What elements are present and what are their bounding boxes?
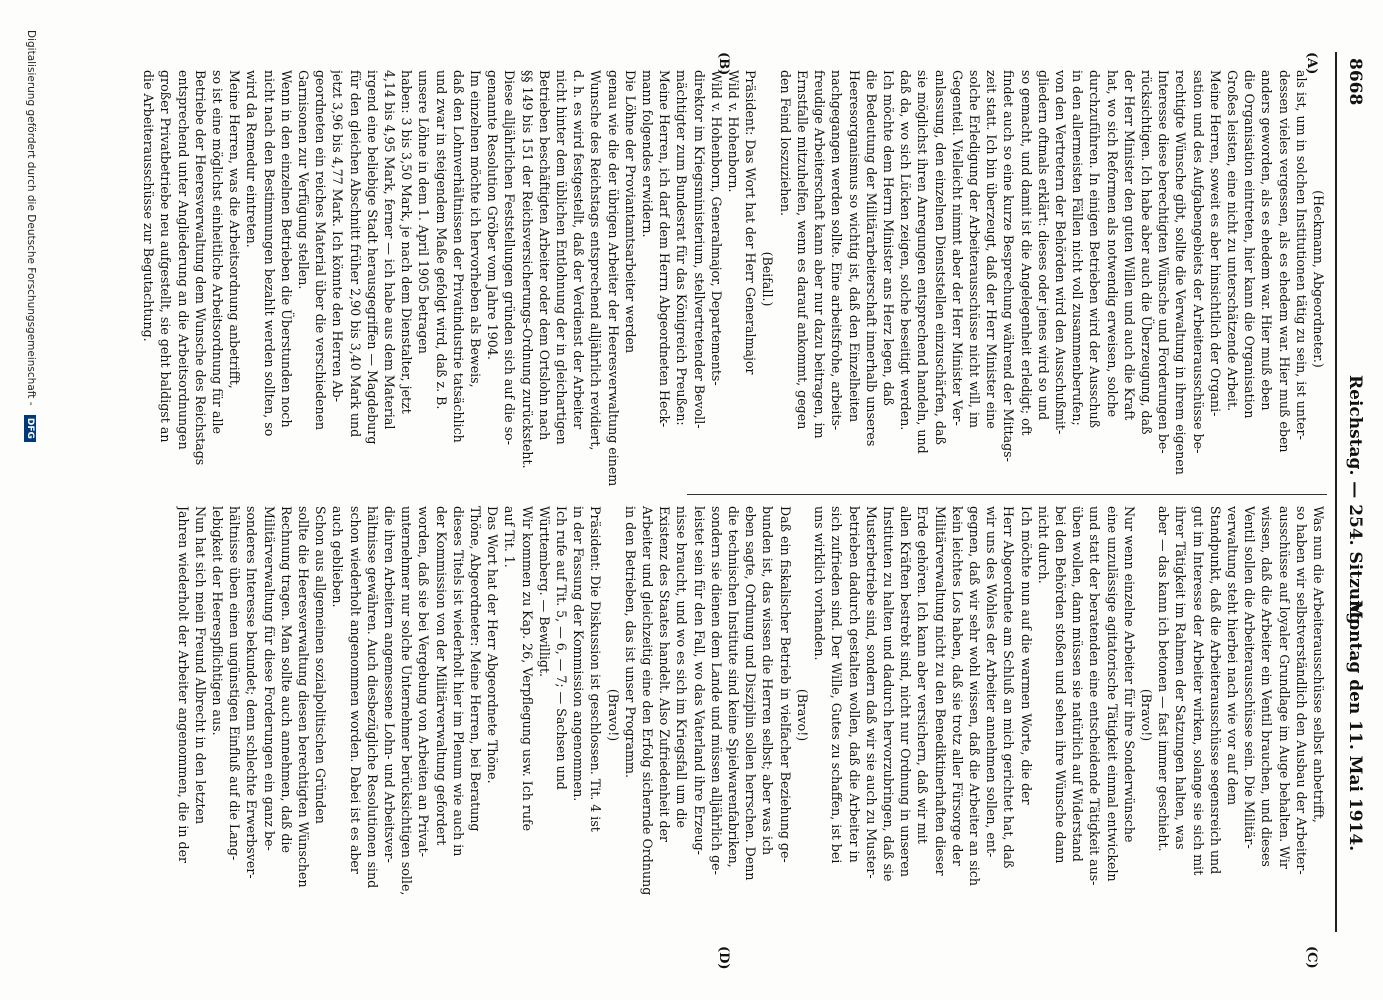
text-line: in den allermeisten Fällen nicht voll zusammenberufen; bbox=[1070, 70, 1086, 426]
footer-text: Digitalisierung gefördert durch die Deutsche Forschungsgemeinschaft - bbox=[25, 30, 37, 406]
text-line: hältnisse üben einen ungünstigen Einfluß auf die Lang- bbox=[227, 506, 243, 861]
text-line: wird da Remedur eintreten. bbox=[244, 70, 260, 248]
text-line: bunden ist, das wissen die Herren selbst; aber was ich bbox=[760, 506, 776, 856]
text-line: daß den Lohnverhältnissen der Privatindustrie tatsächlich bbox=[450, 70, 466, 443]
margin-mark-b: (B) bbox=[716, 52, 731, 76]
text-line: der Kommission von der Militärverwaltung gefordert bbox=[433, 506, 449, 846]
text-line: auch geblieben. bbox=[330, 506, 346, 608]
text-line: allen Kräften bestrebt sind, nicht nur Ordnung in unseren bbox=[898, 506, 914, 877]
text-line: Wunsche des Reichstags entsprechend alljährlich revidiert, bbox=[588, 70, 604, 451]
text-line: sondern sie dienen dem Lande und müssen alljährlich ge- bbox=[708, 506, 724, 875]
text-line: Daß ein fiskalischer Betrieb in vielfacher Beziehung ge- bbox=[777, 506, 793, 863]
text-line: Ich möchte dem Herrn Minister ans Herz legen, daß bbox=[880, 70, 896, 406]
text-line: und statt der beratenden eine entscheidende Tätigkeit aus- bbox=[1087, 506, 1103, 886]
text-line: Wir kommen zu Kap. 26, Verpflegung usw. Ich rufe bbox=[519, 506, 535, 832]
text-line: als ist, um in solchen Institutionen tätig zu sein, ist unter- bbox=[1293, 70, 1309, 440]
text-line: sation und des Aufgabengebiets der Arbeiterausschüsse be- bbox=[1190, 70, 1206, 454]
text-line: von den Vertretern der Behörden wird den Ausschußmit- bbox=[1052, 70, 1068, 435]
column-divider bbox=[687, 494, 1327, 495]
text-line: Rechnung tragen. Man sollte auch annehmen, daß die bbox=[278, 506, 294, 853]
text-line: Existenz des Staates handelt. Also Zufriedenheit der bbox=[657, 506, 673, 843]
text-line: betrieben dadurch gestalten wollen, daß die Arbeiter in bbox=[846, 506, 862, 863]
text-line: die Organisation eintreten, hier kann die Organisation bbox=[1242, 70, 1258, 419]
page-number: 8668 bbox=[1345, 58, 1365, 106]
text-line: kein leichtes Los haben, daß sie trotz aller Fürsorge der bbox=[949, 506, 965, 866]
text-line: Thöne, Abgeordneter: Meine Herren, bei Beratung bbox=[468, 506, 484, 832]
text-line: Präsident: Das Wort hat der Herr Generalmajor bbox=[743, 70, 759, 375]
text-line: §§ 149 bis 151 der Reichsversicherungs-Ordnung zurücksteht. bbox=[519, 70, 535, 469]
text-line: so haben wir selbstverständlich den Ausbau der Arbeiter- bbox=[1293, 506, 1309, 875]
text-line: Nur wenn einzelne Arbeiter für ihre Sonderwünsche bbox=[1121, 506, 1137, 843]
text-line: unsere Löhne in dem 1. April 1905 betragen bbox=[416, 70, 432, 354]
text-line: Ich möchte nun auf die warmen Worte, die der bbox=[1018, 506, 1034, 805]
text-line: die Arbeiterausschüsse zur Begutachtung. bbox=[141, 70, 157, 342]
text-line: schon wiederholt angenommen worden. Dabei ist es aber bbox=[347, 506, 363, 874]
text-line: nicht nach den Bestimmungen bezahlt werden sollten, so bbox=[261, 70, 277, 437]
text-line: rücksichtigen. Ich habe aber auch die Überzeugung, daß bbox=[1138, 70, 1154, 435]
margin-mark-a: (A) bbox=[1304, 52, 1319, 75]
text-line: dessen vieles vergessen, als es ehedem war. Hier muß eben bbox=[1276, 70, 1292, 453]
text-line: gegnen, daß wir sehr wohl wissen, daß die Arbeiter an sich bbox=[966, 506, 982, 886]
text-line: die ihren Arbeitern angemessene Lohn- und Arbeitsver- bbox=[382, 506, 398, 863]
text-line: aber — das kann ich betonen — fast immer geschieht. bbox=[1156, 506, 1172, 852]
text-line: eine unzulässige agitatorische Tätigkeit einmal entwickeln bbox=[1104, 506, 1120, 882]
text-line: wir uns des Wohles der Arbeiter annehmen sollen, ent- bbox=[984, 506, 1000, 858]
text-line: Meine Herren, ich darf dem Herrn Abgeordneten Heck- bbox=[657, 70, 673, 428]
text-line: nisse braucht, und wo es sich im Kriegsfall um die bbox=[674, 506, 690, 828]
text-line: genannte Resolution Gröber vom Jahre 1904. bbox=[485, 70, 501, 360]
text-line: (Bravo!) bbox=[605, 688, 621, 742]
text-line: Präsident: Die Diskussion ist geschlossen. Tit. 4 ist bbox=[588, 506, 604, 832]
text-line: Schon aus allgemeinen sozialpolitischen Gründen bbox=[313, 506, 329, 824]
text-line: Gegenteil. Vielleicht nimmt aber der Herr Minister Ver- bbox=[949, 70, 965, 426]
text-line: so ist eine möglichst einheitliche Arbeitsordnung für alle bbox=[210, 70, 225, 434]
text-line: Jahren wiederholt der Arbeiter angenommen, die in der bbox=[175, 506, 191, 864]
text-line: irgend eine beliebige Stadt herausgegriffen — Magdeburg bbox=[364, 70, 380, 445]
text-line: unternehmer nur solche Unternehmer berücksichtigen solle, bbox=[399, 506, 415, 896]
header-rule bbox=[1335, 52, 1337, 932]
text-line: hat, wo sich Reformen als notwendig erweisen, solche bbox=[1104, 70, 1120, 418]
text-line: Württemberg. — Bewilligt. bbox=[536, 506, 552, 678]
text-line: leistet sein für den Fall, wo das Vaterland ihre Erzeug- bbox=[691, 506, 707, 855]
text-line: uns wirklich vorhanden. bbox=[812, 506, 828, 661]
text-line: Garnisonen zur Verfügung stellen. bbox=[296, 70, 312, 290]
text-line: geordneten ein reiches Material über die verschiedenen bbox=[313, 70, 329, 431]
text-line: 4,14 bis 4,95 Mark, ferner — ich habe aus dem Material bbox=[382, 70, 398, 430]
text-line: entsprechend unter Angliederung an die Arbeitsordnungen bbox=[175, 70, 191, 450]
text-line: der Herr Minister den guten Willen und auch die Kraft bbox=[1121, 70, 1137, 421]
text-line: hältnisse gewähren. Auch diesbezügliche Resolutionen sind bbox=[364, 506, 380, 889]
text-line: Herr Abgeordnete am Schluß an mich gerichtet hat, daß bbox=[1001, 506, 1017, 869]
text-line: Standpunkt, daß die Arbeiterausschüsse segensreich und bbox=[1207, 506, 1223, 875]
text-line: Das Wort hat der Herr Abgeordnete Thöne. bbox=[485, 506, 501, 784]
text-line: den Feind loszuziehen. bbox=[777, 70, 793, 216]
text-line: Wild v. Hohenborn. bbox=[726, 70, 742, 193]
text-line: Militärverwaltung nicht zu den Benediktinerhaften dieser bbox=[932, 506, 948, 876]
text-line: zeit statt. Ich bin überzeugt, daß der Herr Minister eine bbox=[984, 70, 1000, 429]
text-line: Meine Herren, soweit es aber hinsichtlich der Organi- bbox=[1207, 70, 1223, 417]
text-line: anlassung, den einzelnen Dienststellen einzuschärfen, daß bbox=[932, 70, 948, 445]
text-line: gut im Interesse der Arbeiter wirken, solange sie sich mit bbox=[1190, 506, 1206, 876]
text-line: haben: 3 bis 3,50 Mark, je nach dem Dienstalter, jetzt bbox=[399, 70, 415, 414]
text-line: bei den Behörden stoßen und sehen ihre Wünsche dann bbox=[1052, 506, 1068, 864]
text-line: anders geworden, als es ehedem war. Hier muß eben bbox=[1259, 70, 1275, 411]
text-line: die Bedeutung der Militärarbeiterschaft innerhalb unseres bbox=[863, 70, 879, 447]
text-line: Großes leisten, eine nicht zu unterschätzende Arbeit. bbox=[1224, 70, 1240, 412]
margin-mark-c: (C) bbox=[1304, 946, 1319, 969]
text-line: auf Tit. 1. bbox=[502, 506, 518, 568]
text-line: Wild v. Hohenborn, Generalmajor, Departements- bbox=[708, 70, 724, 386]
text-line: wissen, daß die Arbeiter ein Ventil brauchen, und dieses bbox=[1259, 506, 1275, 867]
text-line: ihrer Tätigkeit im Rahmen der Satzungen halten, was bbox=[1173, 506, 1189, 850]
text-line: in der Fassung der Kommission angenommen. bbox=[571, 506, 587, 802]
text-line: ausschüsse auf loyaler Grundlage im Auge behalten. Wir bbox=[1276, 506, 1292, 869]
left-text-column bbox=[140, 70, 1327, 488]
text-line: direktor im Kriegsministerium, stellvertretender Bevoll- bbox=[691, 70, 707, 429]
text-line: daß da, wo sich Lücken zeigen, solche beseitigt werden. bbox=[898, 70, 914, 431]
text-line: verwaltung steht hierbei nach wie vor auf dem bbox=[1224, 506, 1240, 806]
text-line: Wenn in den einzelnen Betrieben die Überstunden noch bbox=[278, 70, 294, 428]
text-line: (Beifall.) bbox=[760, 251, 776, 307]
text-line: dieses Titels ist wiederholt hier im Plenum wie auch in bbox=[450, 506, 466, 857]
text-line: genau wie die der übrigen Arbeiter der Heeresverwaltung einem bbox=[605, 70, 621, 487]
text-line: Nun hat sich mein Freund Albrecht in den letzten bbox=[192, 506, 208, 825]
text-line: Ernstfalle mitzuhelfen, wenn es darauf ankommt, gegen bbox=[794, 70, 810, 430]
text-line: nicht durch. bbox=[1035, 506, 1051, 584]
text-line: nachgegangen werden sollte. Eine arbeitsfrohe, arbeits- bbox=[829, 70, 845, 431]
margin-mark-d: (D) bbox=[716, 946, 731, 970]
text-line: Heeresorganismus so wichtig ist, daß den Einzelheiten bbox=[846, 70, 862, 423]
footer-note bbox=[24, 30, 37, 930]
text-line: Was nun die Arbeiterausschüsse selbst anbetrifft, bbox=[1311, 506, 1326, 823]
text-line: mächtigter zum Bundesrat für das Königreich Preußen: bbox=[674, 70, 690, 426]
text-line: mann folgendes erwidern. bbox=[640, 70, 656, 238]
text-line: sie möglichst ihren Anregungen entsprechend handeln, und bbox=[915, 70, 931, 454]
text-line: findet auch so eine kurze Besprechung während der Mittags- bbox=[1001, 70, 1017, 462]
right-text-column bbox=[174, 506, 1327, 924]
text-line: durchzuführen. In einigen Betrieben wird der Ausschuß bbox=[1087, 70, 1103, 429]
text-line: üben wollen, dann müssen sie natürlich auf Widerstand bbox=[1070, 506, 1086, 862]
text-line: d. h. es wird festgestellt, daß der Verdienst der Arbeiter bbox=[571, 70, 587, 430]
text-line: großer Privatbetriebe neu aufgestellt, sie geht baldigst an bbox=[158, 70, 174, 443]
text-line: solche Erledigung der Arbeiterausschüsse nicht will, im bbox=[966, 70, 982, 428]
text-line: nicht hinter dem üblichen Entlohnung der in gleichartigen bbox=[554, 70, 570, 445]
text-line: gliedern oftmals erklärt: dieses oder jenes wird so und bbox=[1035, 70, 1051, 421]
text-line: sich zufrieden sind. Der Wille, Gutes zu schaffen, ist bei bbox=[829, 506, 845, 864]
text-line: für den gleichen Abschnitt früher 2,90 bis 3,40 Mark und bbox=[347, 70, 363, 438]
text-line: (Heckmann, Abgeordneter.) bbox=[1311, 190, 1326, 368]
text-line: lebigkeit der Heerespflichtigen aus. bbox=[210, 506, 225, 736]
text-line: die technischen Institute sind keine Spielwarenfabriken, bbox=[726, 506, 742, 868]
text-line: (Bravo!) bbox=[794, 688, 810, 742]
header-title: Reichstag. — 254. Sitzung. bbox=[1345, 375, 1365, 631]
text-line: jetzt 3,96 bis 4,77 Mark. Ich könnte den Herren Ab- bbox=[330, 70, 346, 403]
text-line: Diese alljährlichen Feststellungen gründen sich auf die so- bbox=[502, 70, 518, 446]
text-line: Ventil sollen die Arbeiterausschüsse sein. Die Militär- bbox=[1242, 506, 1258, 849]
text-line: worden, daß sie bei Vergebung von Arbeiten an Privat- bbox=[416, 506, 432, 857]
text-line: Musterbetriebe sind, sondern daß wir sie auch zu Muster- bbox=[863, 506, 879, 879]
text-line: Arbeiter und gleichzeitig eine den Erfolg sichernde Ordnung bbox=[640, 506, 656, 896]
text-line: Betrieben beschäftigten Arbeiter oder dem Ortslohn nach bbox=[536, 70, 552, 441]
text-line: Interesse diese berechtigten Wünsche und Forderungen be- bbox=[1156, 70, 1172, 454]
text-line: freudige Arbeiterschaft kann aber nur dazu beitragen, im bbox=[812, 70, 828, 439]
text-line: (Bravo!) bbox=[1138, 688, 1154, 742]
text-line: rechtigte Wünsche gibt, sollte die Verwaltung in ihrem eigenen bbox=[1173, 70, 1189, 475]
text-line: Die Löhne der Proviantamtsarbeiter werden bbox=[622, 70, 638, 354]
text-line: Militärverwaltung für diese Forderungen ein ganz be- bbox=[261, 506, 277, 851]
header-date: Montag den 11. Mai 1914. bbox=[1345, 600, 1365, 852]
text-line: in den Betrieben, das ist unser Programm. bbox=[622, 506, 638, 778]
text-line: Erde gehören. Ich kann aber versichern, daß wir mit bbox=[915, 506, 931, 844]
text-line: und zwar in steigendem Maße gefolgt wird, daß z. B. bbox=[433, 70, 449, 410]
text-line: so gemacht, und damit ist die Angelegenheit erledigt; oft bbox=[1018, 70, 1034, 436]
text-line: Im einzelnen möchte ich hervorheben als Beweis, bbox=[468, 70, 484, 388]
text-line: sollte die Heeresverwaltung diesen berechtigten Wünschen bbox=[296, 506, 312, 888]
page-header bbox=[1339, 0, 1365, 1000]
text-line: Instituten zu halten und dadurch hervorzubringen, daß sie bbox=[880, 506, 896, 882]
dfg-logo: DFG bbox=[24, 415, 36, 442]
text-line: Ich rufe auf Tit. 5, — 6, — 7; — Sachsen und bbox=[554, 506, 570, 790]
text-line: sonderes Interesse bekundet; denn schlechte Erwerbsver- bbox=[244, 506, 260, 879]
text-line: eben sagte, Ordnung und Disziplin sollen herrschen. Denn bbox=[743, 506, 759, 881]
text-line: Meine Herren, was die Arbeitsordnung anbetrifft, bbox=[227, 70, 243, 389]
text-line: Betriebe der Heeresverwaltung dem Wunsche des Reichstags bbox=[192, 70, 208, 466]
